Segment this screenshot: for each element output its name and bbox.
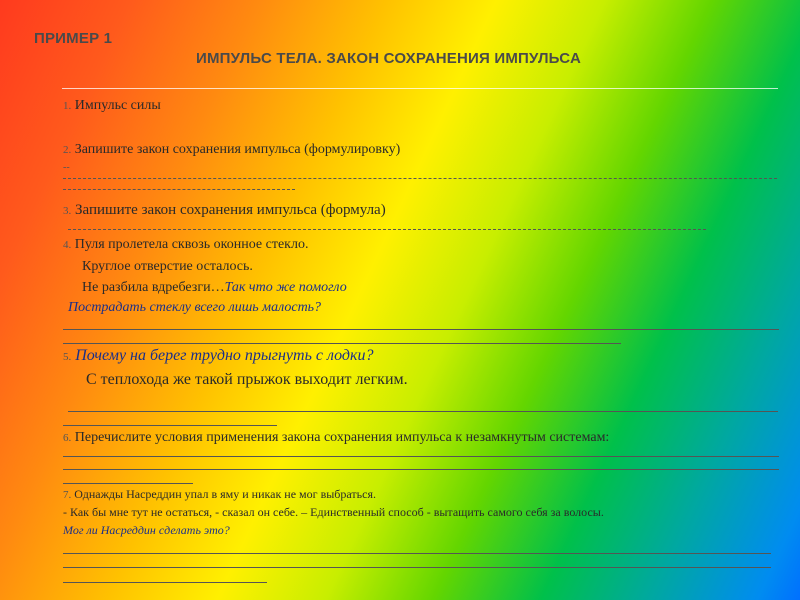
question-number: 4.	[63, 239, 72, 251]
question-number: 2.	[63, 144, 72, 156]
answer-line	[63, 343, 621, 344]
question-number: 5.	[63, 351, 72, 363]
story-line: Мог ли Насреддин сделать это?	[63, 523, 230, 537]
title-divider	[62, 88, 778, 89]
answer-line	[63, 329, 779, 330]
answer-line	[68, 229, 706, 230]
answer-line	[63, 456, 779, 457]
question-6	[63, 430, 609, 446]
example-label: ПРИМЕР 1	[34, 30, 113, 47]
question-1	[63, 98, 161, 114]
question-5	[63, 347, 374, 365]
answer-line	[68, 411, 778, 412]
question-text: Запишите закон сохранения импульса (формулировку)	[74, 142, 401, 157]
answer-line	[63, 582, 267, 583]
answer-line	[63, 553, 771, 554]
answer-line	[63, 469, 779, 470]
question-number: 6.	[63, 432, 72, 444]
answer-line	[63, 189, 295, 190]
poem-line: Почему на берег трудно прыгнуть с лодки?	[75, 347, 374, 364]
question-text: Импульс силы	[74, 98, 161, 113]
poem-line: С теплохода же такой прыжок выходит легким.	[86, 371, 408, 388]
poem-line-part: Не разбила вдребезги…	[82, 280, 225, 295]
question-number: 7.	[63, 489, 72, 501]
answer-line	[63, 425, 277, 426]
question-2	[63, 142, 400, 158]
question-3	[63, 202, 386, 219]
question-text: Перечислите условия применения закона сохранения импульса к незамкнутым системам:	[74, 430, 610, 445]
poem-line: Пуля пролетела сквозь оконное стекло.	[74, 237, 309, 252]
dash-prefix: --	[63, 162, 70, 173]
question-number: 1.	[63, 100, 72, 112]
answer-line	[63, 483, 193, 484]
poem-line: Пострадать стеклу всего лишь малость?	[68, 300, 322, 315]
poem-line	[82, 280, 347, 296]
question-text: Запишите закон сохранения импульса (формула)	[75, 202, 386, 218]
question-7	[63, 487, 376, 502]
answer-line	[63, 567, 771, 568]
answer-line	[63, 178, 777, 179]
question-number: 3.	[63, 205, 72, 217]
story-line: - Как бы мне тут не остаться, - сказал он себе. – Единственный способ - вытащить самого себя за волосы.	[63, 505, 604, 519]
question-4	[63, 237, 308, 253]
story-line: Однажды Насреддин упал в яму и никак не мог выбраться.	[74, 487, 376, 501]
slide-title: ИМПУЛЬС ТЕЛА. ЗАКОН СОХРАНЕНИЯ ИМПУЛЬСА	[196, 50, 581, 67]
poem-line-part: Так что же помогло	[224, 280, 347, 295]
poem-line: Круглое отверстие осталось.	[82, 259, 253, 274]
